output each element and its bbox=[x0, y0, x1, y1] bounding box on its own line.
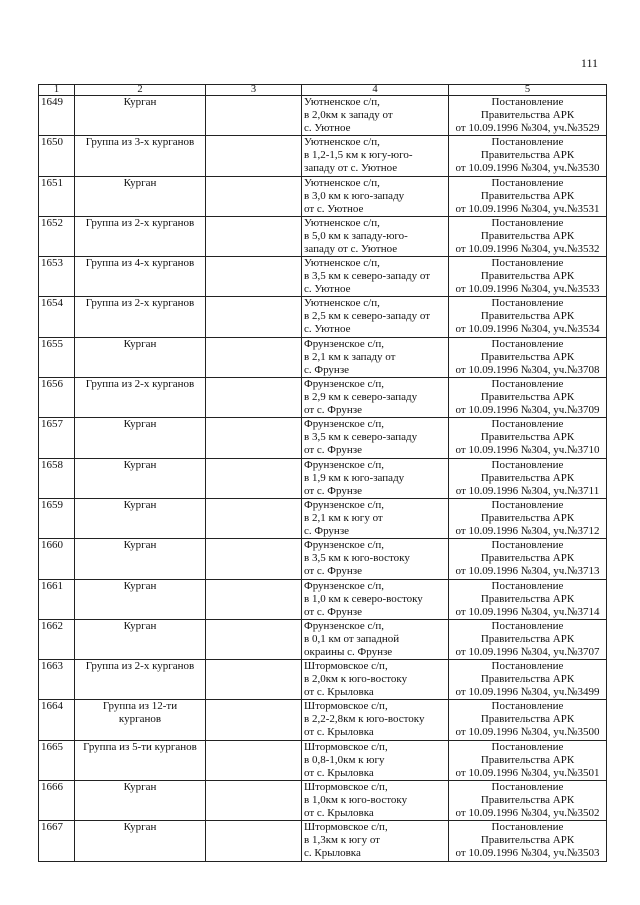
row-number: 1666 bbox=[39, 781, 75, 821]
document-cell bbox=[449, 337, 607, 377]
document-line: от 10.09.1996 №304, уч.№3499 bbox=[455, 686, 600, 699]
table-row bbox=[39, 337, 607, 377]
location-line: Фрунзенское с/п, bbox=[304, 579, 385, 592]
table-row bbox=[39, 297, 607, 337]
document-line: Постановление bbox=[491, 216, 564, 229]
table-row bbox=[39, 458, 607, 498]
location-cell bbox=[302, 619, 449, 659]
location-line: в 2,1 км к западу от bbox=[304, 350, 396, 363]
column-header: 1 bbox=[39, 85, 75, 96]
location-line: с. Фрунзе bbox=[304, 363, 350, 376]
location-line: Уютненское с/п, bbox=[304, 176, 380, 189]
document-line: от 10.09.1996 №304, уч.№3712 bbox=[455, 524, 600, 537]
location-line: в 2,1 км к югу от bbox=[304, 511, 383, 524]
location-line: от с. Фрунзе bbox=[304, 605, 362, 618]
column-header: 3 bbox=[206, 85, 302, 96]
document-cell bbox=[449, 216, 607, 256]
row-number: 1658 bbox=[39, 458, 75, 498]
document-line: Постановление bbox=[491, 458, 564, 471]
monument-name-line: Группа из 4-х курганов bbox=[85, 257, 195, 270]
document-line: от 10.09.1996 №304, уч.№3531 bbox=[455, 202, 600, 215]
location-line: западу от с. Уютное bbox=[304, 162, 398, 175]
row-number: 1659 bbox=[39, 498, 75, 538]
location-line: Фрунзенское с/п, bbox=[304, 378, 385, 391]
table-row bbox=[39, 781, 607, 821]
document-line: Постановление bbox=[491, 660, 564, 673]
table-row bbox=[39, 700, 607, 740]
location-line: Штормовское с/п, bbox=[304, 781, 388, 794]
location-cell bbox=[302, 257, 449, 297]
document-line: Правительства АРК bbox=[480, 189, 575, 202]
document-line: Правительства АРК bbox=[480, 471, 575, 484]
document-line: Постановление bbox=[491, 297, 564, 310]
document-cell bbox=[449, 96, 607, 136]
monument-name-line: Курган bbox=[123, 781, 157, 794]
monument-name-cell bbox=[75, 579, 206, 619]
location-line: с. Крыловка bbox=[304, 847, 361, 860]
document-line: от 10.09.1996 №304, уч.№3707 bbox=[455, 645, 600, 658]
location-line: в 3,5 км к северо-западу bbox=[304, 431, 418, 444]
row-number: 1660 bbox=[39, 539, 75, 579]
location-cell bbox=[302, 337, 449, 377]
column-3-cell bbox=[206, 781, 302, 821]
location-line: от с. Фрунзе bbox=[304, 565, 362, 578]
document-line: Правительства АРК bbox=[480, 834, 575, 847]
register-body bbox=[39, 96, 607, 862]
column-header: 4 bbox=[302, 85, 449, 96]
location-cell bbox=[302, 498, 449, 538]
location-line: Уютненское с/п, bbox=[304, 257, 380, 270]
monument-name-line: Курган bbox=[123, 458, 157, 471]
monument-name-line: Группа из 12-ти bbox=[102, 700, 178, 713]
location-line: Уютненское с/п, bbox=[304, 136, 380, 149]
table-row bbox=[39, 498, 607, 538]
location-line: в 2,0км к западу от bbox=[304, 109, 393, 121]
document-line: Правительства АРК bbox=[480, 270, 575, 283]
location-cell bbox=[302, 378, 449, 418]
location-line: от с. Крыловка bbox=[304, 807, 374, 820]
location-line: Штормовское с/п, bbox=[304, 700, 388, 713]
monument-name-cell bbox=[75, 619, 206, 659]
document-line: Постановление bbox=[491, 136, 564, 149]
location-line: в 0,8-1,0км к югу bbox=[304, 753, 385, 766]
location-line: Фрунзенское с/п, bbox=[304, 619, 385, 632]
table-row bbox=[39, 378, 607, 418]
document-cell bbox=[449, 418, 607, 458]
document-line: Постановление bbox=[491, 740, 564, 753]
document-line: Постановление bbox=[491, 498, 564, 511]
document-line: Постановление bbox=[491, 337, 564, 350]
monument-name-cell bbox=[75, 821, 206, 861]
row-number: 1653 bbox=[39, 257, 75, 297]
column-3-cell bbox=[206, 660, 302, 700]
location-line: от с. Крыловка bbox=[304, 726, 374, 739]
location-line: с. Уютное bbox=[304, 283, 351, 296]
column-3-cell bbox=[206, 216, 302, 256]
row-number: 1652 bbox=[39, 216, 75, 256]
document-cell bbox=[449, 498, 607, 538]
monument-name-cell bbox=[75, 216, 206, 256]
column-3-cell bbox=[206, 619, 302, 659]
document-line: Правительства АРК bbox=[480, 673, 575, 686]
document-line: Постановление bbox=[491, 700, 564, 713]
document-cell bbox=[449, 660, 607, 700]
monument-name-line: Курган bbox=[123, 821, 157, 834]
table-row bbox=[39, 96, 607, 136]
document-line: Правительства АРК bbox=[480, 632, 575, 645]
document-line: Правительства АРК bbox=[480, 552, 575, 565]
column-3-cell bbox=[206, 136, 302, 176]
location-line: Уютненское с/п, bbox=[304, 216, 380, 229]
document-cell bbox=[449, 297, 607, 337]
monument-name-cell bbox=[75, 297, 206, 337]
location-line: с. Фрунзе bbox=[304, 524, 350, 537]
location-line: Уютненское с/п, bbox=[304, 96, 380, 108]
document-cell bbox=[449, 619, 607, 659]
column-3-cell bbox=[206, 700, 302, 740]
monument-name-cell bbox=[75, 781, 206, 821]
document-cell bbox=[449, 458, 607, 498]
monument-name-line: Курган bbox=[123, 539, 157, 552]
row-number: 1650 bbox=[39, 136, 75, 176]
location-line: от с. Крыловка bbox=[304, 686, 374, 699]
row-number: 1657 bbox=[39, 418, 75, 458]
document-line: Постановление bbox=[491, 257, 564, 270]
location-cell bbox=[302, 700, 449, 740]
column-3-cell bbox=[206, 740, 302, 780]
document-line: Постановление bbox=[491, 378, 564, 391]
monument-name-cell bbox=[75, 660, 206, 700]
document-line: от 10.09.1996 №304, уч.№3529 bbox=[455, 122, 600, 134]
location-cell bbox=[302, 660, 449, 700]
location-line: Фрунзенское с/п, bbox=[304, 337, 385, 350]
monument-name-cell bbox=[75, 498, 206, 538]
column-3-cell bbox=[206, 498, 302, 538]
column-3-cell bbox=[206, 297, 302, 337]
monument-name-line: Группа из 3-х курганов bbox=[85, 136, 195, 149]
location-line: от с. Фрунзе bbox=[304, 444, 362, 457]
document-line: от 10.09.1996 №304, уч.№3502 bbox=[455, 807, 600, 820]
location-cell bbox=[302, 821, 449, 861]
monument-name-cell bbox=[75, 176, 206, 216]
location-cell bbox=[302, 216, 449, 256]
column-header: 5 bbox=[449, 85, 607, 96]
row-number: 1654 bbox=[39, 297, 75, 337]
document-line: Правительства АРК bbox=[480, 350, 575, 363]
row-number: 1663 bbox=[39, 660, 75, 700]
monument-name-line: Группа из 2-х курганов bbox=[85, 378, 195, 391]
document-line: от 10.09.1996 №304, уч.№3501 bbox=[455, 766, 600, 779]
document-line: от 10.09.1996 №304, уч.№3709 bbox=[455, 404, 600, 417]
table-row bbox=[39, 418, 607, 458]
column-3-cell bbox=[206, 539, 302, 579]
document-line: от 10.09.1996 №304, уч.№3534 bbox=[455, 323, 600, 336]
monument-name-line: Группа из 2-х курганов bbox=[85, 216, 195, 229]
monument-name-line: Группа из 2-х курганов bbox=[85, 297, 195, 310]
document-line: от 10.09.1996 №304, уч.№3713 bbox=[455, 565, 600, 578]
location-cell bbox=[302, 136, 449, 176]
location-line: Фрунзенское с/п, bbox=[304, 458, 385, 471]
monument-name-line: Курган bbox=[123, 418, 157, 431]
table-row bbox=[39, 136, 607, 176]
location-line: Уютненское с/п, bbox=[304, 297, 380, 310]
row-number: 1664 bbox=[39, 700, 75, 740]
row-number: 1656 bbox=[39, 378, 75, 418]
location-line: в 3,5 км к северо-западу от bbox=[304, 270, 431, 283]
location-cell bbox=[302, 539, 449, 579]
document-line: Правительства АРК bbox=[480, 794, 575, 807]
location-line: в 1,0 км к северо-востоку bbox=[304, 592, 423, 605]
location-line: окраины с. Фрунзе bbox=[304, 645, 393, 658]
monument-name-cell bbox=[75, 96, 206, 136]
document-cell bbox=[449, 176, 607, 216]
monument-name-line: Курган bbox=[123, 96, 157, 108]
location-line: от с. Крыловка bbox=[304, 766, 374, 779]
location-cell bbox=[302, 297, 449, 337]
location-cell bbox=[302, 458, 449, 498]
table-row bbox=[39, 539, 607, 579]
monument-name-cell bbox=[75, 337, 206, 377]
row-number: 1665 bbox=[39, 740, 75, 780]
document-line: от 10.09.1996 №304, уч.№3532 bbox=[455, 242, 600, 255]
monument-name-line: курганов bbox=[118, 713, 162, 726]
location-line: Штормовское с/п, bbox=[304, 660, 388, 673]
location-cell bbox=[302, 740, 449, 780]
document-line: Постановление bbox=[491, 418, 564, 431]
location-line: Фрунзенское с/п, bbox=[304, 539, 385, 552]
column-3-cell bbox=[206, 378, 302, 418]
table-row bbox=[39, 660, 607, 700]
document-line: Правительства АРК bbox=[480, 109, 575, 121]
monument-name-line: Курган bbox=[123, 579, 157, 592]
document-line: от 10.09.1996 №304, уч.№3710 bbox=[455, 444, 600, 457]
location-line: в 2,0км к юго-востоку bbox=[304, 673, 408, 686]
document-cell bbox=[449, 821, 607, 861]
document-cell bbox=[449, 539, 607, 579]
document-cell bbox=[449, 781, 607, 821]
location-cell bbox=[302, 781, 449, 821]
row-number: 1651 bbox=[39, 176, 75, 216]
monument-name-cell bbox=[75, 458, 206, 498]
document-line: Постановление bbox=[491, 821, 564, 834]
document-line: от 10.09.1996 №304, уч.№3533 bbox=[455, 283, 600, 296]
location-line: в 1,3км к югу от bbox=[304, 834, 380, 847]
location-line: Фрунзенское с/п, bbox=[304, 418, 385, 431]
location-cell bbox=[302, 176, 449, 216]
document-line: Правительства АРК bbox=[480, 149, 575, 162]
document-line: Правительства АРК bbox=[480, 753, 575, 766]
monument-name-line: Курган bbox=[123, 337, 157, 350]
column-3-cell bbox=[206, 96, 302, 136]
header-row bbox=[39, 85, 607, 96]
monument-name-cell bbox=[75, 740, 206, 780]
document-cell bbox=[449, 378, 607, 418]
location-line: Штормовское с/п, bbox=[304, 740, 388, 753]
monument-name-line: Курган bbox=[123, 176, 157, 189]
row-number: 1667 bbox=[39, 821, 75, 861]
location-cell bbox=[302, 579, 449, 619]
location-line: в 1,0км к юго-востоку bbox=[304, 794, 408, 807]
document-line: Постановление bbox=[491, 539, 564, 552]
table-row bbox=[39, 579, 607, 619]
location-line: в 1,2-1,5 км к югу-юго- bbox=[304, 149, 413, 162]
row-number: 1655 bbox=[39, 337, 75, 377]
document-line: от 10.09.1996 №304, уч.№3708 bbox=[455, 363, 600, 376]
location-cell bbox=[302, 96, 449, 136]
location-line: от с. Фрунзе bbox=[304, 404, 362, 417]
column-3-cell bbox=[206, 458, 302, 498]
document-line: от 10.09.1996 №304, уч.№3503 bbox=[455, 847, 600, 860]
page-number: 111 bbox=[580, 56, 598, 70]
monument-name-cell bbox=[75, 700, 206, 740]
location-line: с. Уютное bbox=[304, 122, 351, 134]
document-line: от 10.09.1996 №304, уч.№3530 bbox=[455, 162, 600, 175]
document-line: Правительства АРК bbox=[480, 431, 575, 444]
location-line: в 0,1 км от западной bbox=[304, 632, 400, 645]
location-line: Штормовское с/п, bbox=[304, 821, 388, 834]
location-line: в 2,9 км к северо-западу bbox=[304, 391, 418, 404]
document-cell bbox=[449, 740, 607, 780]
location-line: западу от с. Уютное bbox=[304, 242, 398, 255]
document-cell bbox=[449, 579, 607, 619]
monument-name-cell bbox=[75, 378, 206, 418]
document-line: Постановление bbox=[491, 579, 564, 592]
location-line: в 2,5 км к северо-западу от bbox=[304, 310, 431, 323]
column-header: 2 bbox=[75, 85, 206, 96]
document-line: Постановление bbox=[491, 781, 564, 794]
column-3-cell bbox=[206, 176, 302, 216]
monument-name-cell bbox=[75, 257, 206, 297]
document-line: Правительства АРК bbox=[480, 310, 575, 323]
row-number: 1649 bbox=[39, 96, 75, 136]
document-line: от 10.09.1996 №304, уч.№3711 bbox=[455, 484, 600, 497]
location-line: в 5,0 км к западу-юго- bbox=[304, 229, 408, 242]
document-line: Постановление bbox=[491, 619, 564, 632]
document-line: Постановление bbox=[491, 96, 564, 108]
document-line: Правительства АРК bbox=[480, 592, 575, 605]
document-cell bbox=[449, 136, 607, 176]
column-3-cell bbox=[206, 418, 302, 458]
table-row bbox=[39, 216, 607, 256]
document-line: Правительства АРК bbox=[480, 511, 575, 524]
document-line: Правительства АРК bbox=[480, 391, 575, 404]
location-line: в 2,2-2,8км к юго-востоку bbox=[304, 713, 425, 726]
document-line: от 10.09.1996 №304, уч.№3500 bbox=[455, 726, 600, 739]
location-line: от с. Фрунзе bbox=[304, 484, 362, 497]
monument-name-line: Курган bbox=[123, 619, 157, 632]
document-cell bbox=[449, 257, 607, 297]
document-line: Постановление bbox=[491, 176, 564, 189]
table-row bbox=[39, 821, 607, 861]
row-number: 1662 bbox=[39, 619, 75, 659]
document-line: Правительства АРК bbox=[480, 713, 575, 726]
document-line: от 10.09.1996 №304, уч.№3714 bbox=[455, 605, 600, 618]
column-3-cell bbox=[206, 821, 302, 861]
document-line: Правительства АРК bbox=[480, 229, 575, 242]
column-3-cell bbox=[206, 257, 302, 297]
location-line: в 3,5 км к юго-востоку bbox=[304, 552, 410, 565]
table-row bbox=[39, 257, 607, 297]
location-cell bbox=[302, 418, 449, 458]
location-line: от с. Уютное bbox=[304, 202, 364, 215]
location-line: в 1,9 км к юго-западу bbox=[304, 471, 405, 484]
location-line: с. Уютное bbox=[304, 323, 351, 336]
monument-name-line: Группа из 5-ти курганов bbox=[83, 740, 197, 753]
table-row bbox=[39, 740, 607, 780]
location-line: Фрунзенское с/п, bbox=[304, 498, 385, 511]
register-table bbox=[38, 84, 607, 862]
monument-name-line: Курган bbox=[123, 498, 157, 511]
row-number: 1661 bbox=[39, 579, 75, 619]
monument-name-line: Группа из 2-х курганов bbox=[85, 660, 195, 673]
monument-name-cell bbox=[75, 136, 206, 176]
location-line: в 3,0 км к юго-западу bbox=[304, 189, 405, 202]
monument-name-cell bbox=[75, 539, 206, 579]
table-row bbox=[39, 176, 607, 216]
column-3-cell bbox=[206, 579, 302, 619]
column-3-cell bbox=[206, 337, 302, 377]
table-row bbox=[39, 619, 607, 659]
monument-name-cell bbox=[75, 418, 206, 458]
document-cell bbox=[449, 700, 607, 740]
